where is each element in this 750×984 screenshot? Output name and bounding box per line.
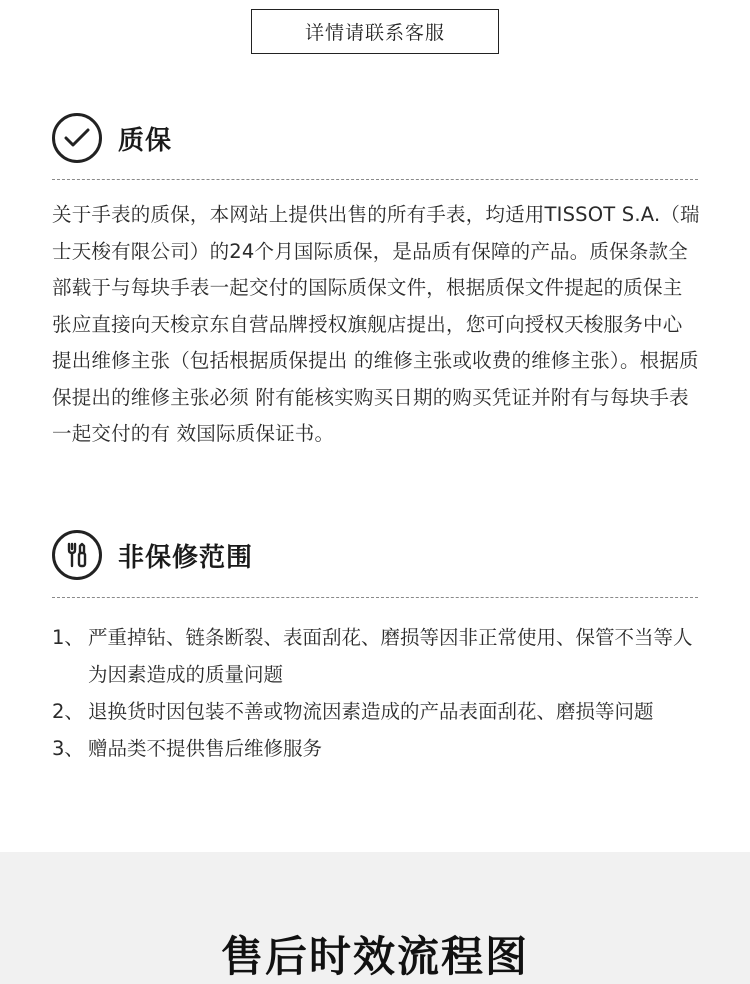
list-item-number: 1、 [52,626,84,649]
checkmark-circle-icon [52,113,102,163]
warranty-divider [52,179,698,180]
list-item [52,693,702,730]
list-item [52,619,702,693]
non-warranty-title: 非保修范围 [118,542,254,573]
list-item [52,730,702,767]
list-item-text: 退换货时因包装不善或物流因素造成的产品表面刮花、磨损等问题 [88,700,654,723]
flow-section-title: 售后时效流程图 [220,932,529,981]
warranty-header [52,113,172,163]
list-item-number: 3、 [52,737,84,760]
top-strip [0,0,750,62]
contact-customer-service-button[interactable]: 详情请联系客服 [251,9,499,54]
non-warranty-divider [52,597,698,598]
list-item-text: 严重掉钻、链条断裂、表面刮花、磨损等因非正常使用、保管不当等人为因素造成的质量问题 [88,626,693,686]
warranty-title: 质保 [118,125,173,156]
exclusion-list [52,619,702,767]
non-warranty-header [52,530,253,580]
wrench-tools-icon [52,530,102,580]
list-item-text: 赠品类不提供售后维修服务 [88,737,323,760]
list-item-number: 2、 [52,700,84,723]
warranty-body: 关于手表的质保，本网站上提供出售的所有手表，均适用TISSOT S.A.（瑞士天梭有限公司）的24个月国际质保，是品质有保障的产品。质保条款全部载于与每块手表一起交付的国际质保文件，根据质保文件提起的质保主张应直接向天梭京东自营品牌授权旗舰店提出，您可向授权天梭服务中心提出维修主张（包括根据质保提出 的维修主张或收费的维修主张）。根据质保提出的维修主张必须 附有能核实购买日期的购买凭证并附有与每块手表一起交付的有 效国际质保证书。 [52,203,700,445]
